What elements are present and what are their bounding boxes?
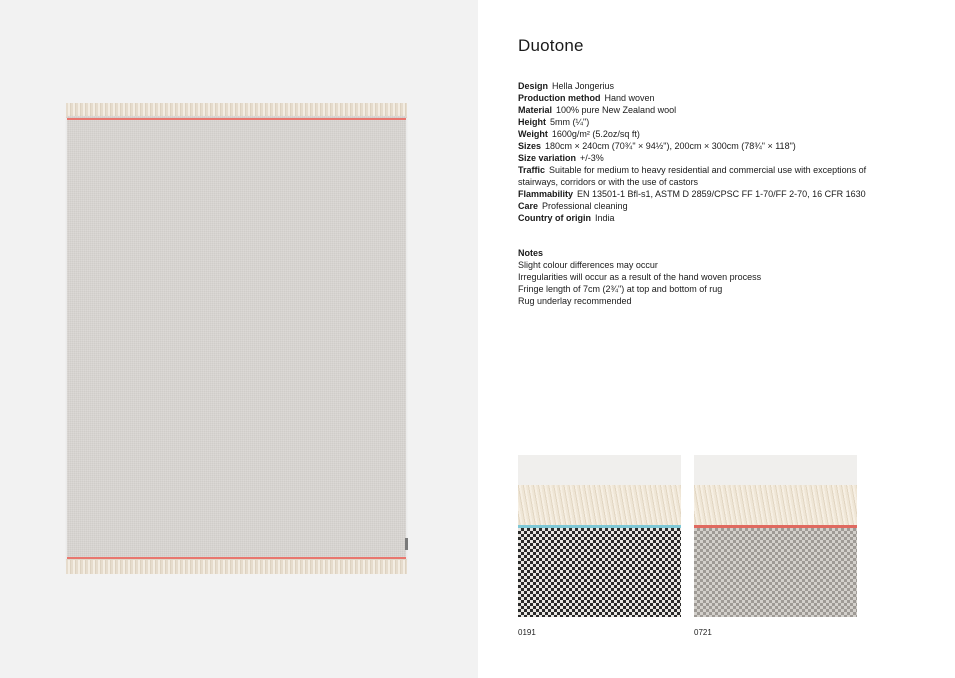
notes-title: Notes <box>518 248 544 258</box>
rug-tag <box>405 538 408 550</box>
notes-section <box>518 247 888 307</box>
swatch-image-0721 <box>694 455 857 617</box>
rug-image <box>66 103 407 574</box>
note-line: Fringe length of 7cm (2¾") at top and bottom of rug <box>518 284 723 294</box>
spec-design: Design Hella Jongerius <box>518 81 615 91</box>
swatch-code: 0191 <box>518 628 536 637</box>
spec-care: Care Professional cleaning <box>518 201 628 211</box>
spec-production-method: Production method Hand woven <box>518 93 655 103</box>
note-line: Slight colour differences may occur <box>518 260 658 270</box>
swatch-fringe <box>694 485 857 527</box>
swatch-weave <box>694 528 857 617</box>
note-line: Irregularities will occur as a result of the hand woven process <box>518 272 762 282</box>
rug-body <box>67 116 406 561</box>
rug-stripe-top <box>67 118 406 120</box>
spec-flammability: Flammability EN 13501-1 Bfl-s1, ASTM D 2859/CPSC FF 1-70/FF 2-70, 16 CFR 1630 <box>518 189 866 199</box>
note-line: Rug underlay recommended <box>518 296 632 306</box>
spec-country-of-origin: Country of origin India <box>518 213 615 223</box>
spec-size-variation: Size variation +/-3% <box>518 153 604 163</box>
rug-fringe-bottom <box>66 559 407 574</box>
swatch-fringe <box>518 485 681 527</box>
spec-list <box>518 80 888 224</box>
product-title: Duotone <box>518 36 584 55</box>
spec-sizes: Sizes 180cm × 240cm (70¾" × 94½"), 200cm × 300cm (78¾" × 118") <box>518 141 796 151</box>
swatch-code: 0721 <box>694 628 712 637</box>
spec-material: Material 100% pure New Zealand wool <box>518 105 677 115</box>
spec-traffic: Traffic Suitable for medium to heavy residential and commercial use with exceptions of stairways, corridors or with the use of castors <box>518 165 867 187</box>
spec-height: Height 5mm (¼") <box>518 117 590 127</box>
swatch-image-0191 <box>518 455 681 617</box>
swatch-weave <box>518 528 681 617</box>
spec-weight: Weight 1600g/m² (5.2oz/sq ft) <box>518 129 640 139</box>
